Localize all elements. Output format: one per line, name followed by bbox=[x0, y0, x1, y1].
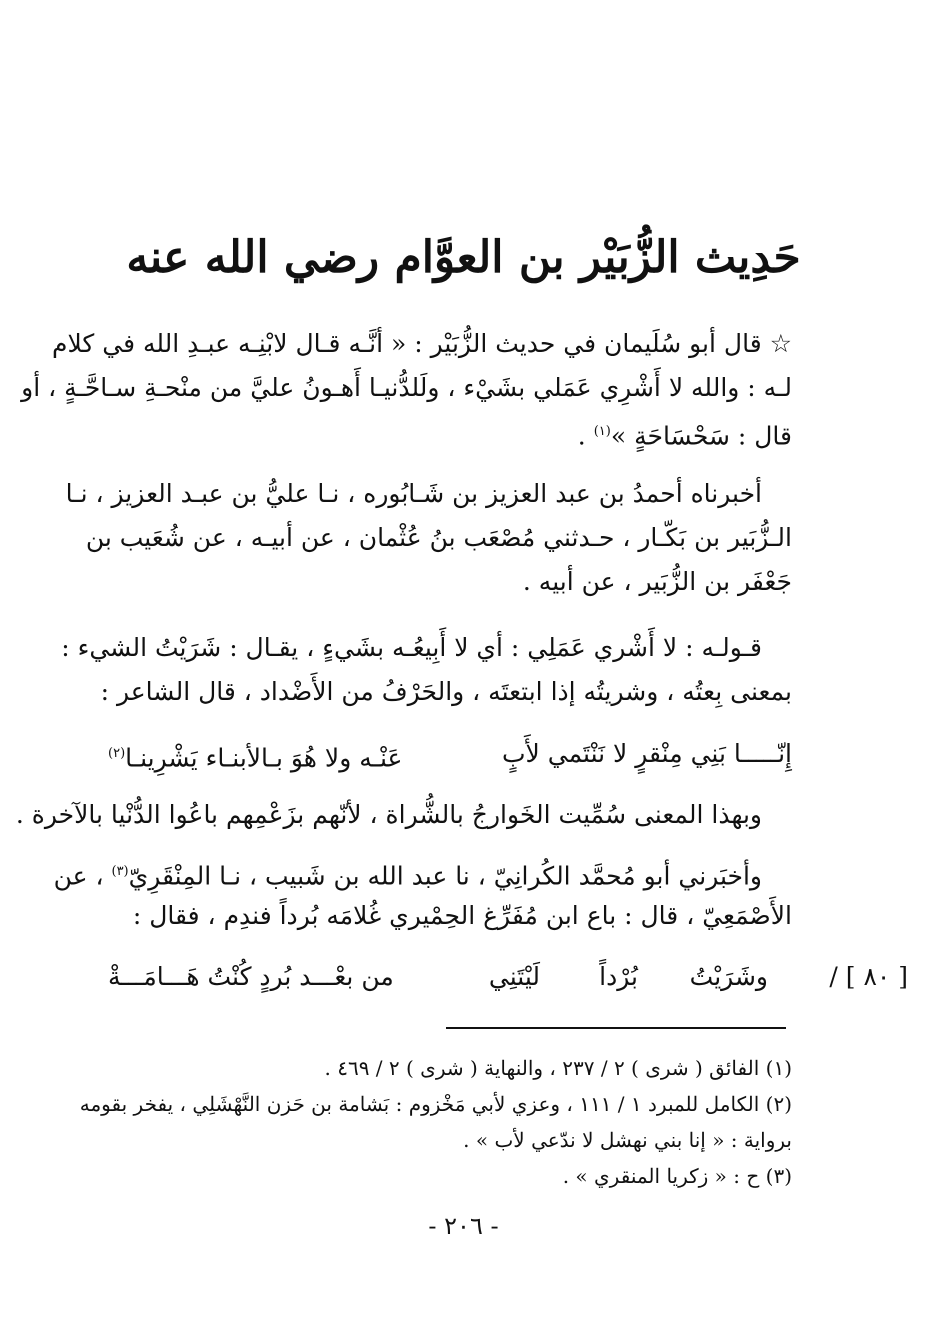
verse-line bbox=[108, 955, 908, 999]
paragraph-explanation bbox=[61, 626, 792, 714]
footnote: (٢) الكامل للمبرد ١ / ١١١ ، وعزي لأبي مَخْزوم : بَشامة بن حَزن النَّهْشَلِي ، يفخر بقومه bbox=[79, 1092, 792, 1116]
text-line: لـه : والله لا أَشْرِي عَمَلي بشَيْء ، ولَلدُّنيـا أَهـونُ عليَّ من منْحـةِ سـاحَّـةٍ ، أو bbox=[21, 373, 792, 402]
page-number: - ٢٠٦ - bbox=[428, 1212, 499, 1240]
verse-hemistich-second bbox=[108, 732, 402, 780]
text-line: بمعنى بِعتُه ، وشريتُه إذا ابتعتَه ، والحَرْفُ من الأَضْداد ، قال الشاعر : bbox=[100, 677, 792, 706]
paragraph-khawarij bbox=[15, 793, 792, 837]
footnote: (٣) ح : « زكريا المنقري » . bbox=[562, 1164, 792, 1188]
text-line: الـزُّبَير بن بَكّـار ، حـدثني مُصْعَب بنُ عُثْمان ، عن أبيـه ، عن شُعَيب بن bbox=[85, 523, 792, 552]
footnotes bbox=[79, 1050, 792, 1194]
footnote-separator bbox=[446, 1027, 786, 1029]
paragraph-isnad bbox=[65, 472, 792, 604]
verse-text: عَنْـه ولا هُوَ بـالأبنـاء يَشْرِينـا bbox=[125, 743, 403, 773]
verse-word: من بعْـــد بُردٍ كُنْتُ هَـــامَـــةْ bbox=[108, 962, 394, 991]
text-segment: ، عن bbox=[53, 861, 104, 891]
text-segment: وأخبَرني أبو مُحمَّد الكُرانِيّ ، نا عبد الله بن شَبيب ، نـا المِنْقَرِيّ bbox=[128, 861, 762, 891]
verse-word: وشَرَيْتُ bbox=[689, 962, 768, 991]
footnote-ref: (٣) bbox=[111, 864, 129, 879]
text-line: قـولـه : لا أَشْري عَمَلِي : أي لا أَبِيعُـه بشَيءٍ ، يقـال : شَرَيْتُ الشيء : bbox=[61, 633, 762, 662]
chapter-title: حَدِيث الزُّبَيْر بن العوَّام رضي الله عنه bbox=[126, 232, 801, 283]
footnote: (١) الفائق ( شرى ) ٢ / ٢٣٧ ، والنهاية ( شرى ) ٢ / ٤٦٩ . bbox=[324, 1056, 792, 1080]
text-line: أخبرناه أحمدُ بن عبد العزيز بن شَـابُوره ، نـا عليُّ بن عبـد العزيز ، نـا bbox=[65, 479, 762, 508]
verse-hemistich-first: إِنّـــــا بَنِي مِنْقرٍ لا نَنْتَمي لأَبٍ bbox=[502, 739, 792, 768]
paragraph-hadith bbox=[21, 322, 792, 454]
text-line: الأَصْمَعِيّ ، قال : باع ابن مُفَرِّغ الحِمْيري غُلامَه بُرداً فندِم ، فقال : bbox=[132, 901, 792, 930]
text-segment: . bbox=[577, 421, 586, 451]
text-line: وبهذا المعنى سُمِّيت الخَوارجُ بالشُّراة ، لأنّهم بزَعْمِهم باعُوا الدُّنْيا بالآخرة . bbox=[15, 800, 762, 829]
paragraph-asmai bbox=[53, 850, 792, 938]
text-segment: قال : سَحْسَاحَةٍ » bbox=[610, 421, 792, 451]
verse-line bbox=[108, 732, 792, 776]
verse-word: بُرْداً bbox=[599, 962, 638, 991]
footnote-ref: (٢) bbox=[108, 746, 126, 761]
footnote-ref: (١) bbox=[593, 424, 611, 439]
text-line: ☆ قال أبو سُلَيمان في حديث الزُّبَيْر : « أنَّـه قـال لابْنِـه عبـدِ الله في كلام bbox=[51, 329, 792, 358]
text-line bbox=[108, 410, 792, 454]
verse-word: لَيْتَنِي bbox=[488, 962, 540, 991]
text-line bbox=[53, 850, 792, 894]
footnote: برواية : « إنا بني نهشل لا ندّعي لأب » . bbox=[463, 1128, 792, 1152]
text-line: جَعْفَر بن الزُّبَير ، عن أبيه . bbox=[522, 567, 792, 596]
manuscript-folio-marker: [ ٨٠ ] / bbox=[829, 962, 908, 991]
